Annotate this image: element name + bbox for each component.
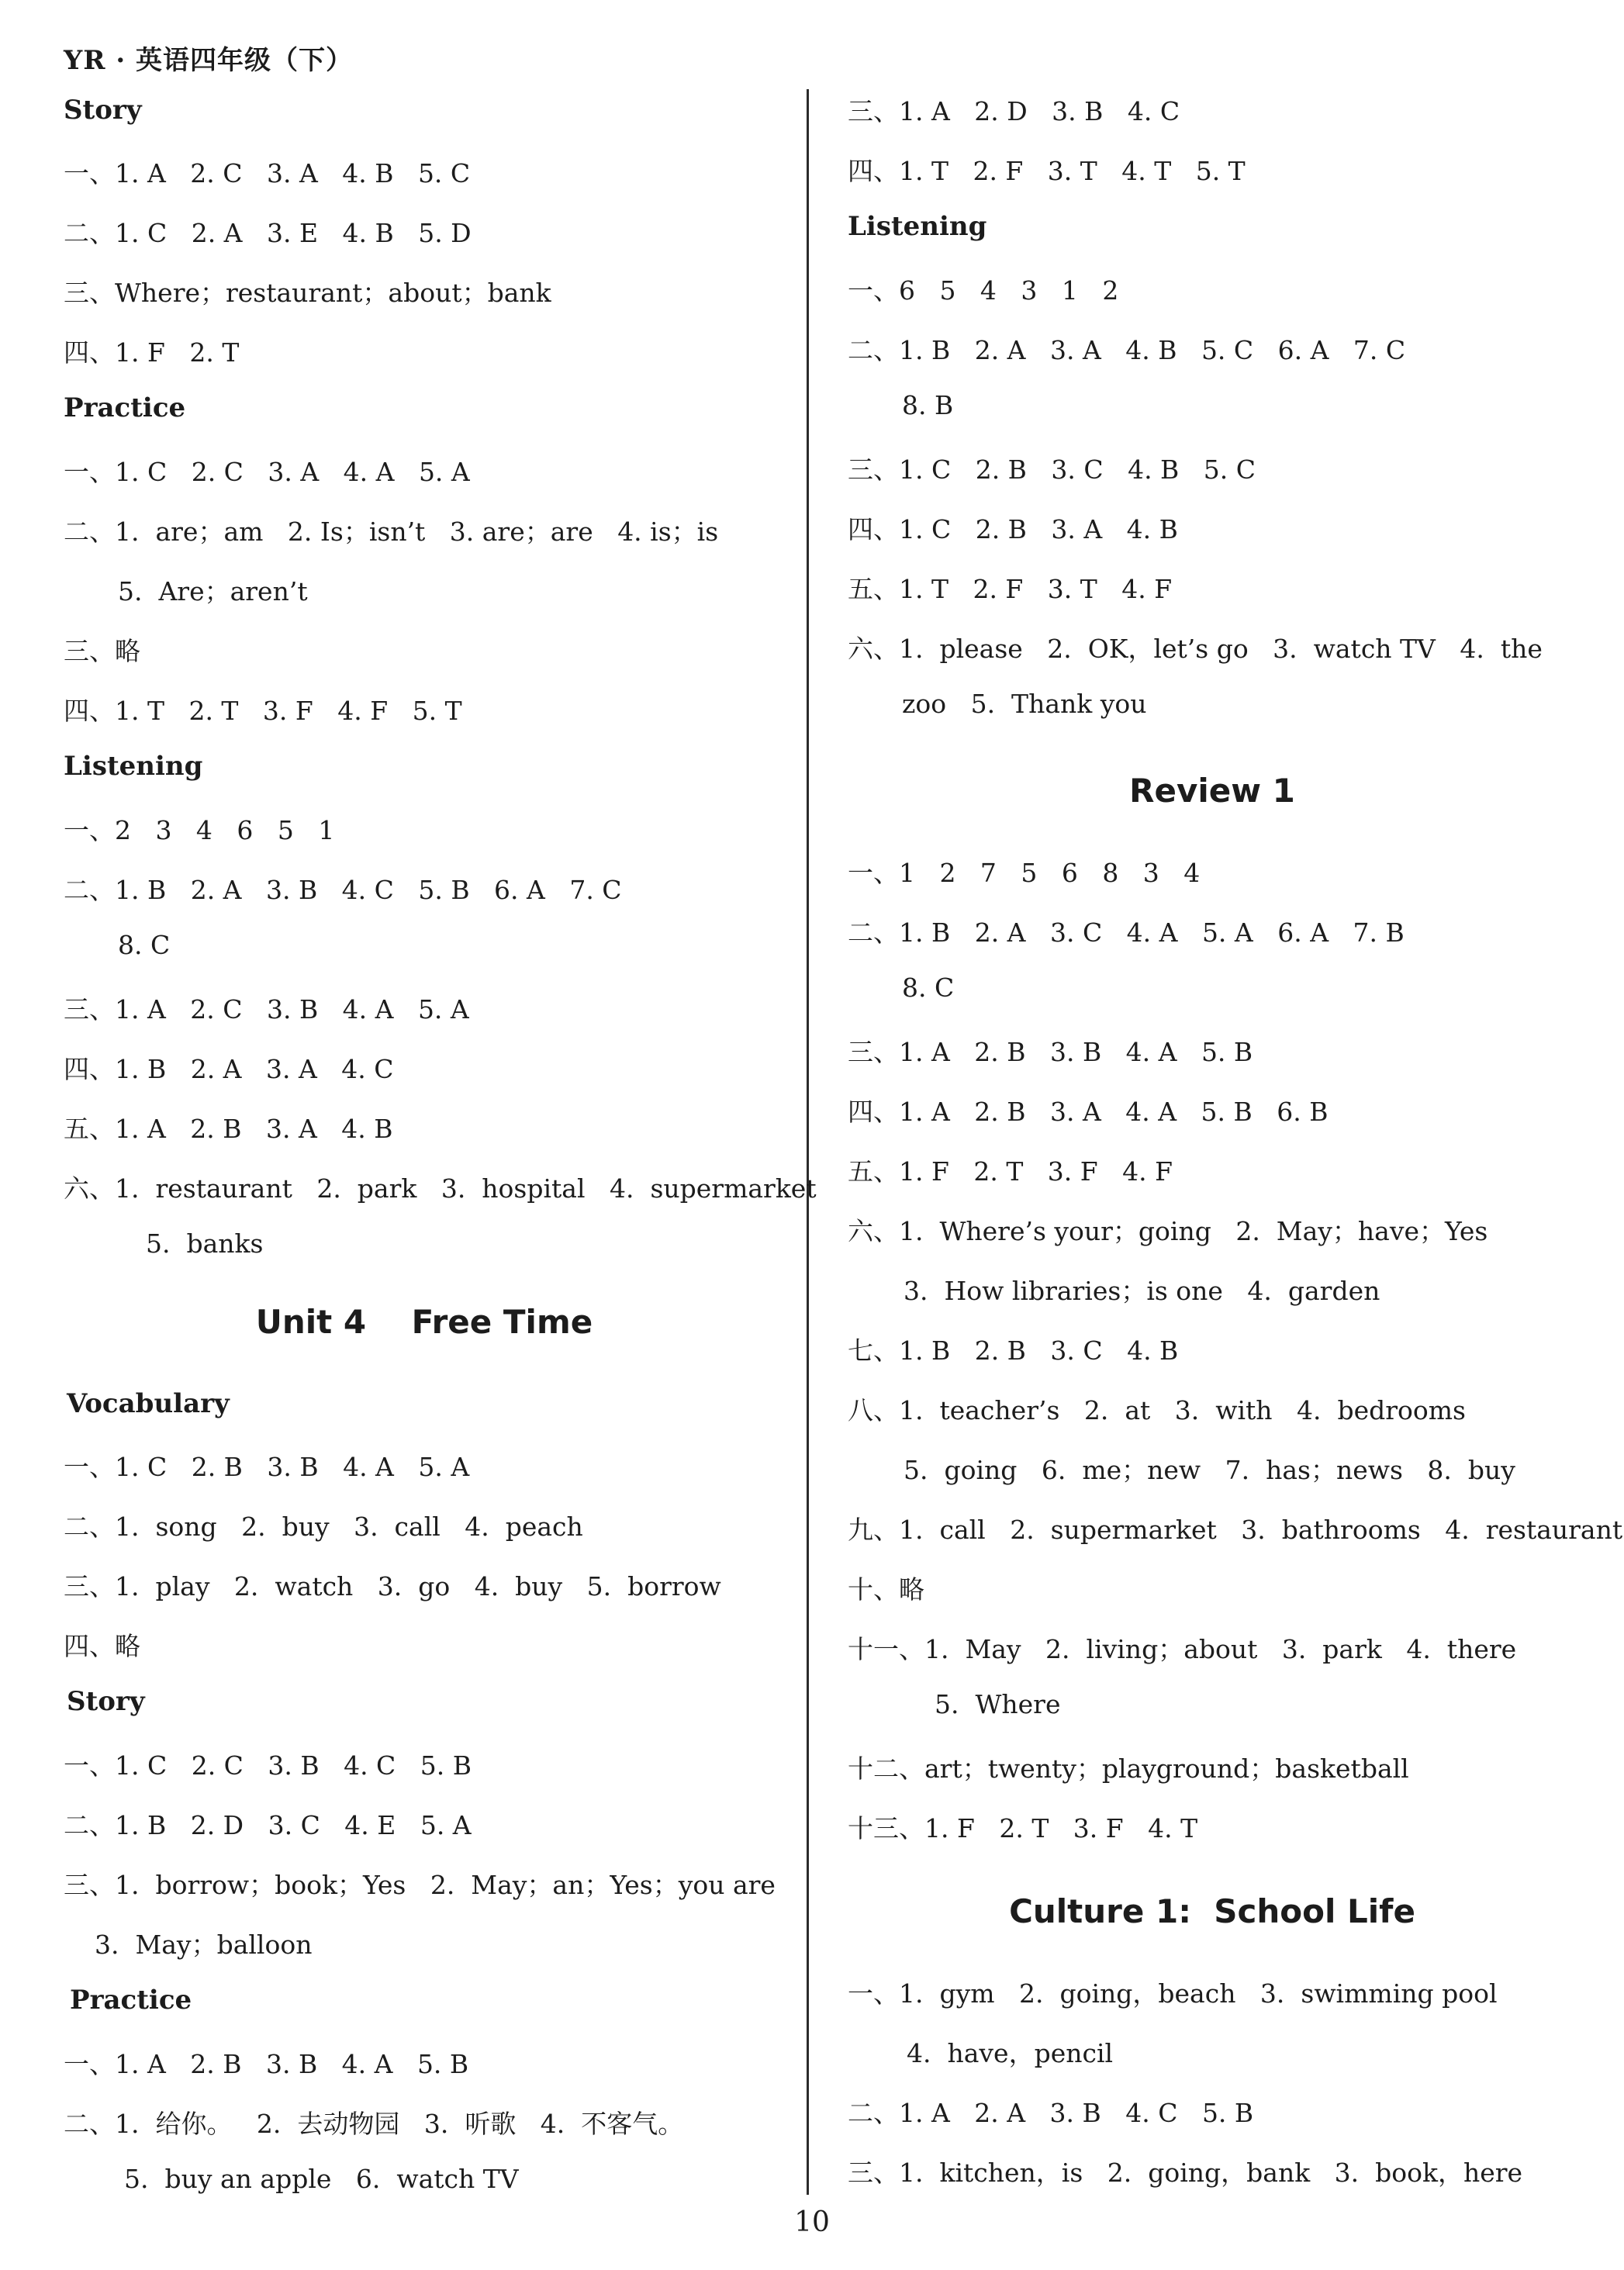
- column-divider: [807, 89, 809, 2195]
- answer-line-continued: 3. How libraries；is one 4. garden: [904, 1276, 1380, 1306]
- answer-line: 六、1. please 2. OK，let’s go 3. watch TV 4. the: [848, 634, 1543, 664]
- answer-line: 九、1. call 2. supermarket 3. bathrooms 4. restaurant: [848, 1515, 1623, 1545]
- answer-line: 四、略: [64, 1631, 140, 1661]
- answer-line: 四、1. T 2. T 3. F 4. F 5. T: [64, 696, 462, 726]
- heading-listening: Listening: [64, 751, 203, 782]
- answer-line: 十、略: [848, 1574, 924, 1605]
- unit-4-title: Unit 4 Free Time: [255, 1303, 593, 1341]
- answer-line: 二、1. song 2. buy 3. call 4. peach: [64, 1512, 583, 1542]
- answer-line: 二、1. B 2. A 3. C 4. A 5. A 6. A 7. B: [848, 917, 1405, 948]
- answer-line: 三、1. A 2. B 3. B 4. A 5. B: [848, 1037, 1253, 1067]
- answer-line: 二、1. 给你。 2. 去动物园 3. 听歌 4. 不客气。: [64, 2109, 684, 2139]
- answer-line: 一、1. C 2. C 3. A 4. A 5. A: [64, 457, 470, 487]
- answer-line: 三、1. A 2. C 3. B 4. A 5. A: [64, 994, 469, 1024]
- answer-line-continued: 5. buy an apple 6. watch TV: [124, 2164, 519, 2194]
- answer-line-continued: zoo 5. Thank you: [902, 689, 1147, 719]
- answer-line: 五、1. F 2. T 3. F 4. F: [848, 1156, 1173, 1187]
- answer-line: 一、1 2 7 5 6 8 3 4: [848, 858, 1201, 888]
- answer-line: 五、1. A 2. B 3. A 4. B: [64, 1114, 393, 1144]
- answer-line: 八、1. teacher’s 2. at 3. with 4. bedrooms: [848, 1395, 1466, 1425]
- answer-line-continued: 8. C: [902, 973, 955, 1003]
- answer-line: 四、1. A 2. B 3. A 4. A 5. B 6. B: [848, 1097, 1329, 1127]
- answer-line: 三、1. C 2. B 3. C 4. B 5. C: [848, 454, 1256, 485]
- answer-line: 十二、art；twenty；playground；basketball: [848, 1753, 1409, 1784]
- answer-line: 十三、1. F 2. T 3. F 4. T: [848, 1813, 1198, 1843]
- answer-line: 二、1. B 2. D 3. C 4. E 5. A: [64, 1810, 472, 1840]
- answer-line: 四、1. B 2. A 3. A 4. C: [64, 1054, 394, 1084]
- answer-line: 一、2 3 4 6 5 1: [64, 815, 335, 845]
- heading-practice: Practice: [64, 392, 186, 423]
- answer-line: 四、1. F 2. T: [64, 337, 240, 368]
- answer-line: 二、1. A 2. A 3. B 4. C 5. B: [848, 2098, 1254, 2128]
- answer-line-continued: 8. C: [118, 930, 171, 960]
- page-number: 10: [794, 2206, 830, 2238]
- answer-line: 三、1. play 2. watch 3. go 4. buy 5. borrow: [64, 1571, 721, 1601]
- answer-line: 一、1. A 2. C 3. A 4. B 5. C: [64, 158, 471, 188]
- culture-1-title: Culture 1: School Life: [1009, 1892, 1415, 1930]
- answer-line: 二、1. are；am 2. Is；isn’t 3. are；are 4. is；is: [64, 517, 719, 547]
- answer-line: 五、1. T 2. F 3. T 4. F: [848, 574, 1173, 604]
- answer-line: 六、1. Where’s your；going 2. May；have；Yes: [848, 1216, 1488, 1246]
- heading-practice: Practice: [70, 1985, 192, 2016]
- answer-line: 一、6 5 4 3 1 2: [848, 275, 1119, 306]
- answer-line: 二、1. B 2. A 3. B 4. C 5. B 6. A 7. C: [64, 875, 622, 905]
- answer-line-continued: 5. going 6. me；new 7. has；news 8. buy: [904, 1455, 1515, 1485]
- answer-line-continued: 5. Where: [935, 1689, 1061, 1719]
- heading-vocabulary: Vocabulary: [67, 1388, 230, 1419]
- answer-line-continued: 3. May；balloon: [95, 1930, 313, 1960]
- answer-line-continued: 5. Are；aren’t: [118, 576, 308, 606]
- answer-line-continued: 8. B: [902, 390, 954, 420]
- heading-story: Story: [64, 95, 142, 126]
- answer-line: 二、1. C 2. A 3. E 4. B 5. D: [64, 218, 472, 248]
- answer-line: 四、1. T 2. F 3. T 4. T 5. T: [848, 156, 1246, 186]
- review-1-title: Review 1: [1129, 772, 1295, 810]
- answer-line: 三、Where；restaurant；about；bank: [64, 278, 551, 308]
- answer-line: 一、1. gym 2. going，beach 3. swimming pool: [848, 1978, 1498, 2009]
- answer-line: 二、1. B 2. A 3. A 4. B 5. C 6. A 7. C: [848, 335, 1406, 365]
- answer-line: 三、1. borrow；book；Yes 2. May；an；Yes；you are: [64, 1870, 776, 1900]
- answer-line: 十一、1. May 2. living；about 3. park 4. there: [848, 1634, 1517, 1664]
- answer-line: 三、略: [64, 636, 140, 666]
- heading-listening: Listening: [848, 211, 987, 242]
- answer-line: 四、1. C 2. B 3. A 4. B: [848, 514, 1178, 544]
- answer-line: 三、1. kitchen，is 2. going，bank 3. book，here: [848, 2158, 1523, 2188]
- answer-line: 一、1. C 2. C 3. B 4. C 5. B: [64, 1750, 472, 1781]
- answer-line: 一、1. A 2. B 3. B 4. A 5. B: [64, 2049, 469, 2079]
- answer-line: 一、1. C 2. B 3. B 4. A 5. A: [64, 1452, 470, 1482]
- answer-line-continued: 4. have，pencil: [907, 2038, 1114, 2068]
- answer-line: 六、1. restaurant 2. park 3. hospital 4. supermarket: [64, 1173, 817, 1204]
- answer-line: 三、1. A 2. D 3. B 4. C: [848, 96, 1180, 126]
- page-header: YR · 英语四年级（下）: [64, 45, 354, 76]
- heading-story: Story: [67, 1686, 145, 1717]
- answer-line: 七、1. B 2. B 3. C 4. B: [848, 1335, 1179, 1366]
- answer-line-continued: 5. banks: [146, 1228, 264, 1259]
